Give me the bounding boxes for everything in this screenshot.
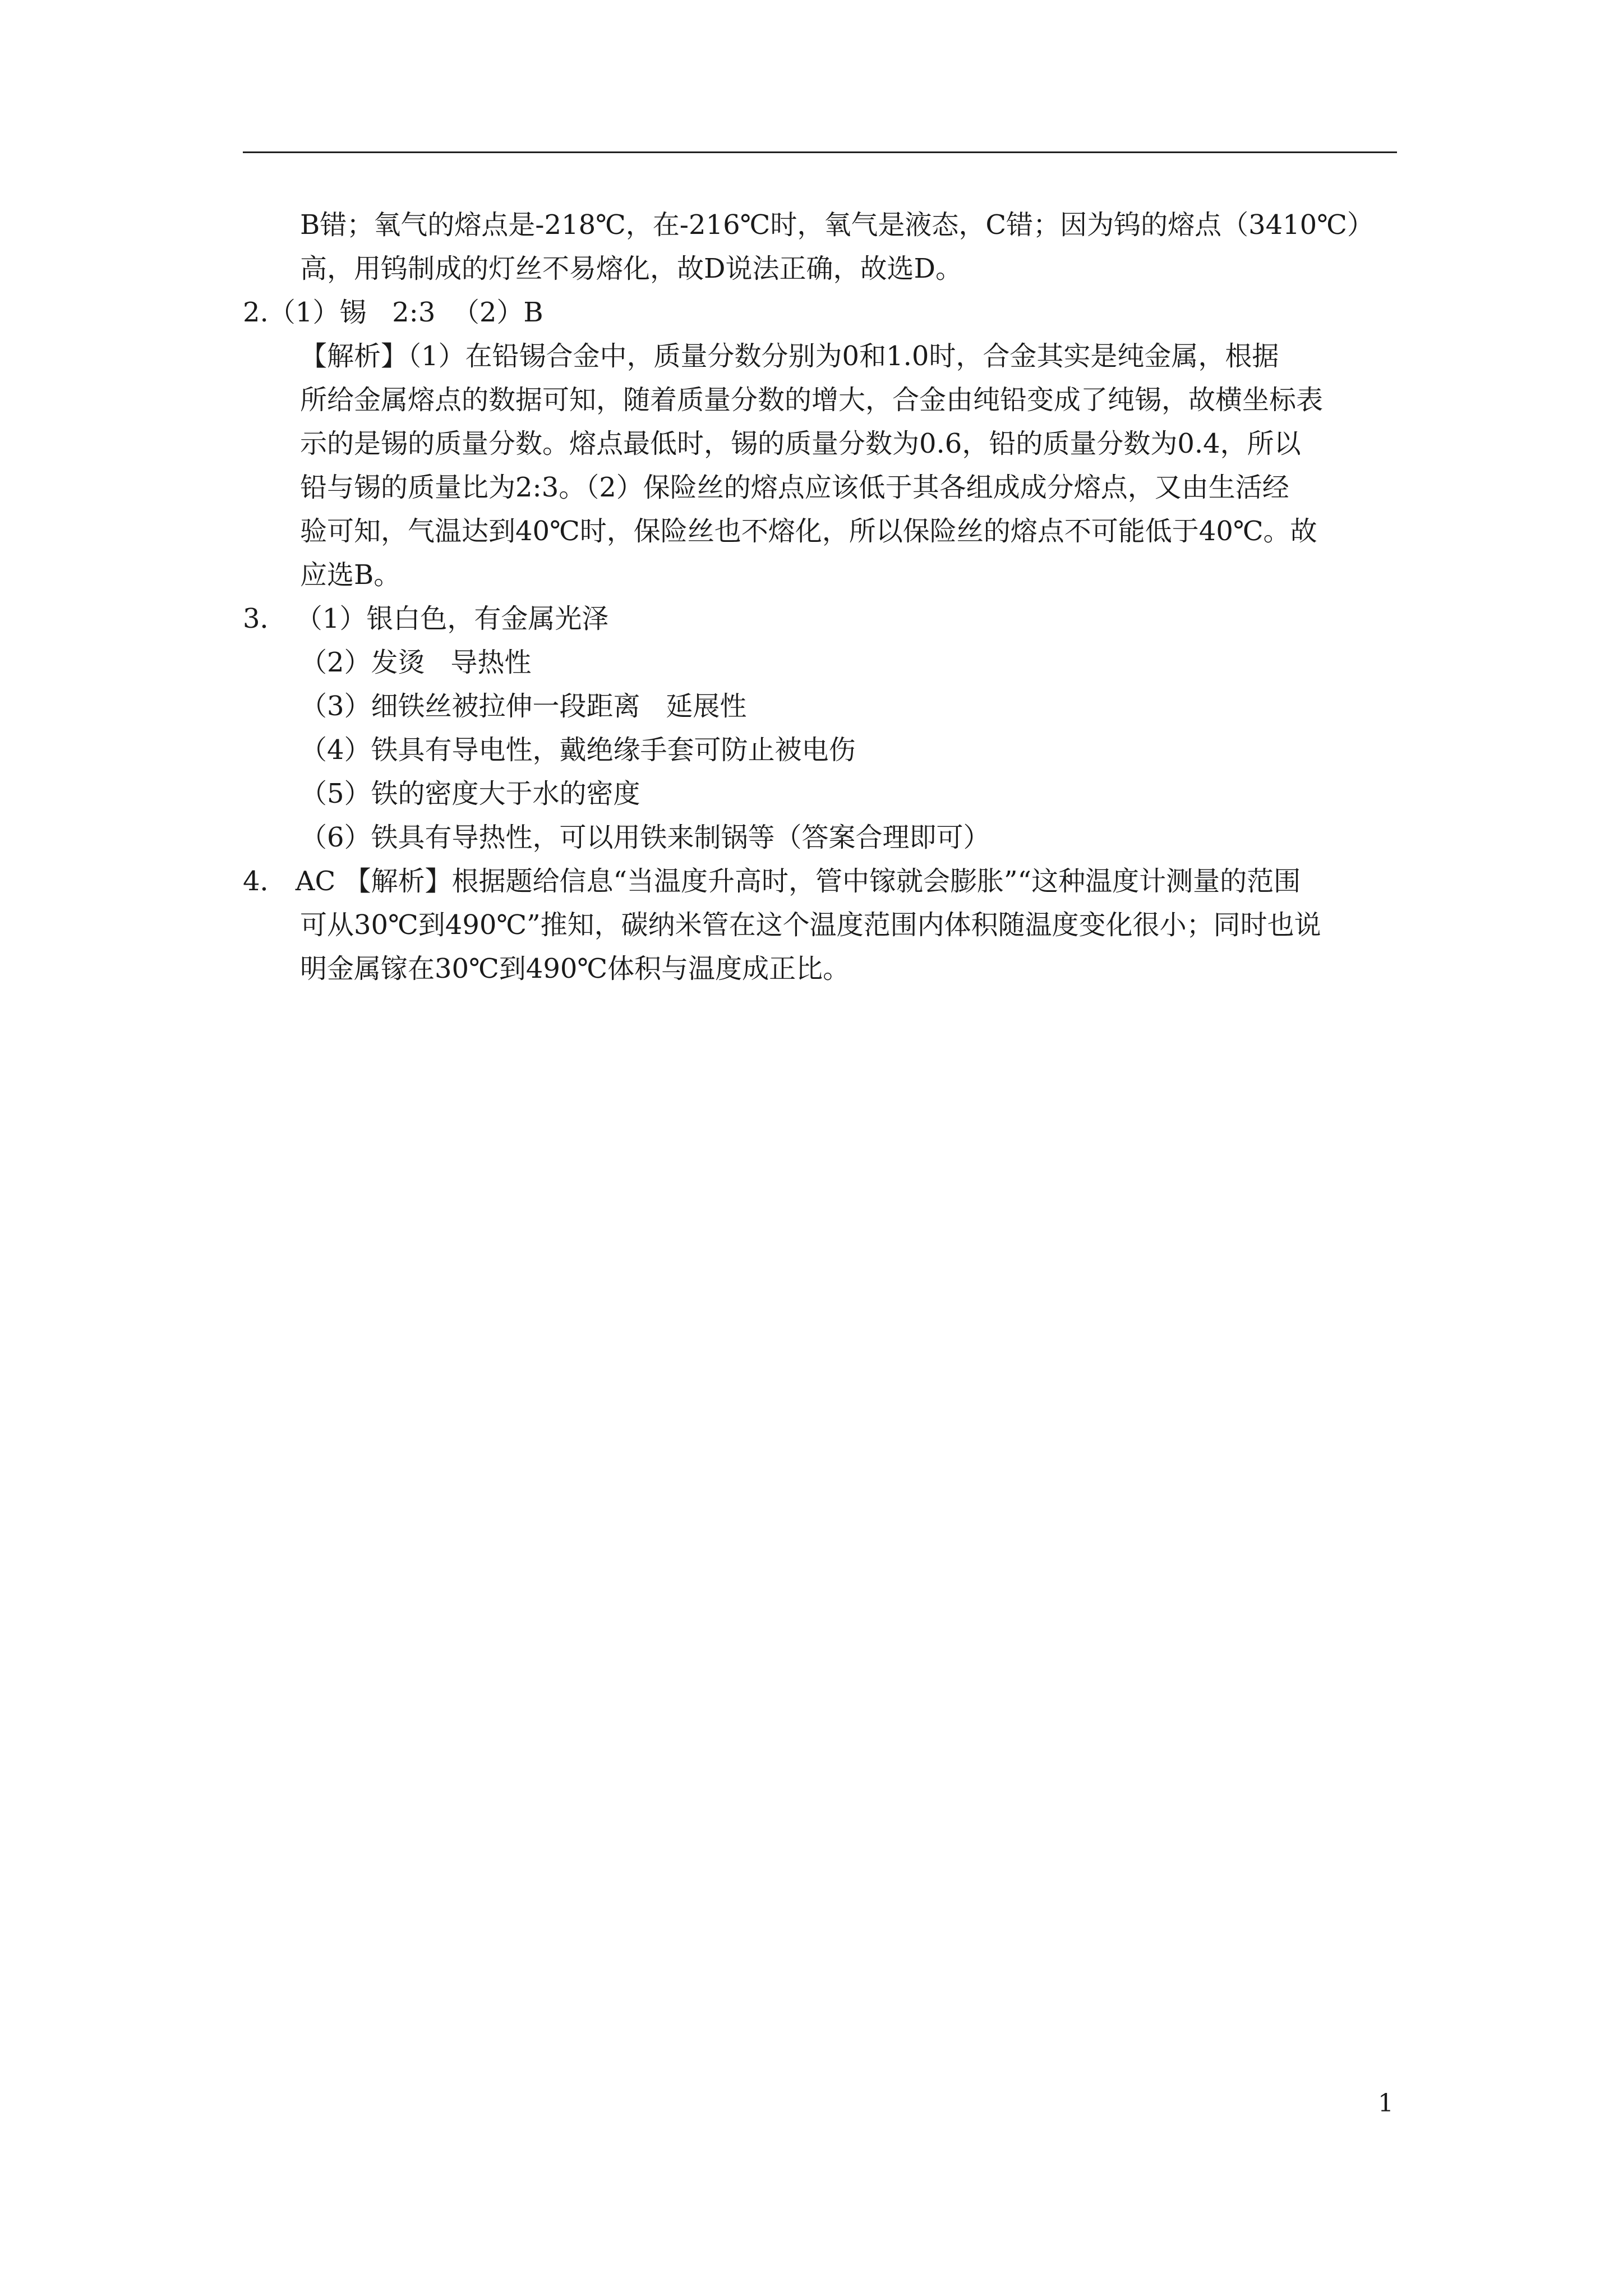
- text-line: （3）细铁丝被拉伸一段距离 延展性: [300, 691, 747, 722]
- text-line: 高，用钨制成的灯丝不易熔化，故D说法正确，故选D。: [300, 253, 962, 284]
- text-line: 示的是锡的质量分数。熔点最低时，锡的质量分数为0.6，铅的质量分数为0.4，所以: [300, 428, 1301, 459]
- text-line: 所给金属熔点的数据可知，随着质量分数的增大，合金由纯铅变成了纯锡，故横坐标表: [300, 384, 1324, 416]
- text-line: 铅与锡的质量比为2:3。（2）保险丝的熔点应该低于其各组成成分熔点，又由生活经: [300, 472, 1289, 503]
- question-2-answer: 2.（1）锡 2:3 （2）B: [243, 297, 543, 328]
- text-line: （6）铁具有导热性，可以用铁来制锅等（答案合理即可）: [300, 822, 990, 853]
- text-line: （5）铁的密度大于水的密度: [300, 778, 640, 809]
- text-line: 【解析】（1）在铅锡合金中，质量分数分别为0和1.0时，合金其实是纯金属，根据: [300, 341, 1279, 372]
- question-3-answer: 3． （1）银白色，有金属光泽: [243, 603, 609, 634]
- header-rule: [243, 151, 1397, 153]
- text-line: （4）铁具有导电性，戴绝缘手套可防止被电伤: [300, 734, 856, 766]
- text-line: （2）发烫 导热性: [300, 647, 532, 678]
- text-line: 可从30℃到490℃”推知，碳纳米管在这个温度范围内体积随温度变化很小；同时也说: [300, 909, 1321, 941]
- text-line: 应选B。: [300, 559, 401, 591]
- page-number: 1: [1378, 2089, 1394, 2118]
- text-line: 明金属镓在30℃到490℃体积与温度成正比。: [300, 953, 850, 984]
- text-line: 验可知，气温达到40℃时，保险丝也不熔化，所以保险丝的熔点不可能低于40℃。故: [300, 516, 1317, 547]
- question-4-answer: 4． AC 【解析】根据题给信息“当温度升高时，管中镓就会膨胀”“这种温度计测量的范围: [243, 866, 1301, 897]
- answer-content: [243, 203, 1397, 991]
- text-line: B错；氧气的熔点是-218℃，在-216℃时，氧气是液态，C错；因为钨的熔点（3410℃）: [300, 209, 1374, 241]
